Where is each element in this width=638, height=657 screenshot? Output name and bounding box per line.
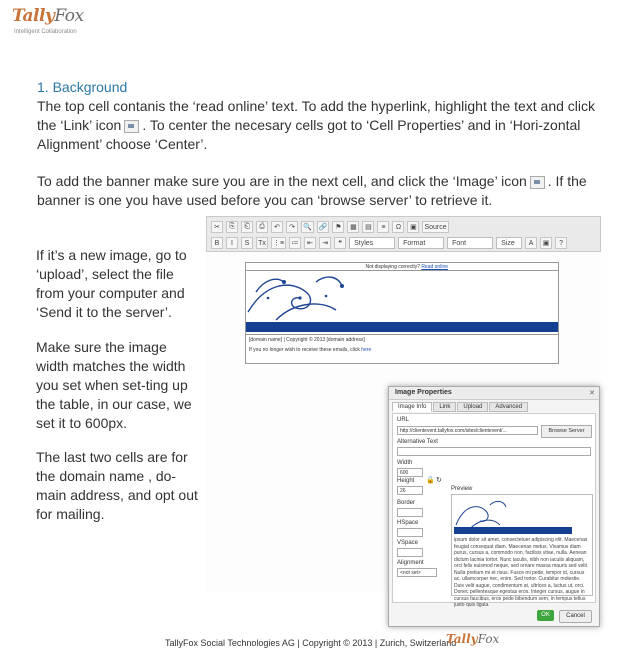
side-text-footer-cells: The last two cells are for the domain name , do-main address, and opt out for mailing. [36,449,198,522]
toolbar-button[interactable]: Ω [392,221,404,233]
optout-cell: If you no longer wish to receive these emails, click here [249,347,372,353]
alignment-select[interactable]: <not set> [397,568,437,577]
height-label: Height [397,478,415,484]
email-template-table [245,262,559,364]
width-label: Width [397,460,413,466]
dialog-tabs [392,402,528,412]
toolbar-button[interactable]: 🔗 [317,221,330,233]
height-input[interactable]: 26 [397,486,423,495]
format-button[interactable]: Tx [256,237,268,249]
alignment-label: Alignment [397,560,424,566]
paragraph-banner-instructions: To add the banner make sure you are in the next cell, and click the ‘Image’ icon . If the banner is one you have used before you can ‘browse server’ to retrieve it. [37,173,587,208]
banner-cell [246,272,558,324]
preview-banner-image [454,497,572,535]
toolbar-button[interactable]: ▤ [362,221,374,233]
border-input[interactable] [397,508,423,517]
toolbar-button[interactable]: ↷ [286,221,298,233]
hspace-label: HSpace [397,520,419,526]
toolbar-button[interactable]: 🔍 [301,221,314,233]
format-dropdown[interactable]: Format [398,237,444,249]
vspace-label: VSpace [397,540,419,546]
toolbar-button[interactable]: ≡ [377,221,389,233]
reset-size-icon[interactable]: ↻ [436,477,442,484]
cancel-button[interactable]: Cancel [559,610,592,623]
preview-lorem-text: ipsum dolor sit amet, consectetuer adipiscing elit. Maecenas feugiat consequat diam. Maecenas metus. Vivamus diam purus, cursus a, commodo non, facilisis vitae, nulla. Aenean dictum lacinia tortor. Nunc iaculis, nibh non iaculis aliquam, orci felis euismod neque, sed ornare massa mauris sed velit. Nulla pretium mi et risus. Fusce mi pede, tempor id, cursus ac, ullamcorper nec, enim. Sed tortor. Curabitur molestie. Duis velit augue, condimentum at, ultrices a, luctus ut, orci. Donec pellentesque egestas eros. Integer cursus, augue in cursus faucibus, eros pede bibendum sem, in tempus tellus justo quis ligula. [454,537,589,608]
toolbar-row-1 [211,220,449,234]
dialog-title: Image Properties [389,387,599,400]
toolbar-button[interactable]: ⎘ [226,221,238,233]
image-properties-dialog [388,386,600,627]
logo-tagline: Intelligent Collaboration [14,29,77,35]
editor-screenshot [206,216,601,619]
tallyfox-logo [12,6,84,40]
editor-toolbar [206,216,601,252]
optout-link[interactable]: here [361,347,372,353]
size-dropdown[interactable]: Size [496,237,522,249]
preview-label: Preview [451,486,473,492]
format-button[interactable]: I [226,237,238,249]
toolbar-button[interactable]: ↶ [271,221,283,233]
ok-button[interactable]: OK [537,610,554,621]
section-title: 1. Background [37,79,128,95]
browse-server-button[interactable]: Browse Server [541,425,592,438]
format-button[interactable]: ⋮≡ [271,237,286,249]
format-button[interactable]: ⇤ [304,237,316,249]
side-text-upload: If it’s a new image, go to ‘upload’, select the file from your computer and ‘Send it to the server’. [36,247,187,320]
help-button[interactable]: ? [555,237,567,249]
dialog-body [392,413,596,608]
domain-cell: [domain name] | Copyright © 2013 [domain address] [246,334,558,344]
format-button[interactable]: ❝ [334,237,346,249]
tab-image-info[interactable]: Image Info [392,402,432,412]
format-button[interactable]: B [211,237,223,249]
background-color-button[interactable]: ▣ [540,237,552,249]
styles-dropdown[interactable]: Styles [349,237,395,249]
toolbar-button[interactable]: ⎗ [241,221,253,233]
tab-link[interactable]: Link [433,402,456,412]
width-input[interactable]: 600 [397,468,423,477]
page-footer-text: TallyFox Social Technologies AG | Copyright © 2013 | Zurich, Switzerland [165,638,457,648]
format-button[interactable]: ≔ [289,237,301,249]
alt-text-input[interactable] [397,447,591,456]
lock-ratio-icon[interactable]: 🔒 [426,477,435,484]
close-icon[interactable]: ✕ [589,390,595,397]
toolbar-button[interactable]: ▦ [347,221,359,233]
logo-wordmark: TallyFox [12,6,84,26]
toolbar-button[interactable]: Source [422,221,448,233]
tab-advanced[interactable]: Advanced [489,402,528,412]
read-online-link[interactable]: Read online [421,264,448,270]
toolbar-button[interactable]: ✂ [211,221,223,233]
editor-canvas [206,252,601,619]
read-online-cell: Not displaying correctly? Read online [246,263,558,271]
text-color-button[interactable]: A [525,237,537,249]
link-icon [124,120,139,133]
side-text-width: Make sure the image width matches the width you set when set-ting up the table, in our case, we set it to 600px. [36,339,192,431]
paragraph-link-instructions: The top cell contanis the ‘read online’ text. To add the hyperlink, highlight the text and click the ‘Link’ icon . To center the necesary cells got to ‘Cell Properties’ and in ‘Hori-zontal Alignment’ choose ‘Center’. [37,98,596,152]
image-icon [530,176,545,189]
toolbar-button[interactable]: ▣ [407,221,419,233]
toolbar-row-2 [211,236,567,250]
url-input[interactable]: http://clientevent.tallyfox.com/sites/clientevent/... [397,426,538,435]
toolbar-button[interactable]: ⚑ [332,221,344,233]
banner-blue-bar [246,322,558,332]
footer-logo: TallyFox [446,632,500,646]
image-preview [451,494,593,608]
format-button[interactable]: ⇥ [319,237,331,249]
alt-text-label: Alternative Text [397,439,438,445]
hspace-input[interactable] [397,528,423,537]
border-label: Border [397,500,416,506]
tab-upload[interactable]: Upload [457,402,488,412]
format-button[interactable]: S [241,237,253,249]
toolbar-button[interactable]: ⎙ [256,221,268,233]
vspace-input[interactable] [397,548,423,557]
font-dropdown[interactable]: Font [447,237,493,249]
url-label: URL [397,417,410,423]
banner-swirl-image [246,272,558,324]
